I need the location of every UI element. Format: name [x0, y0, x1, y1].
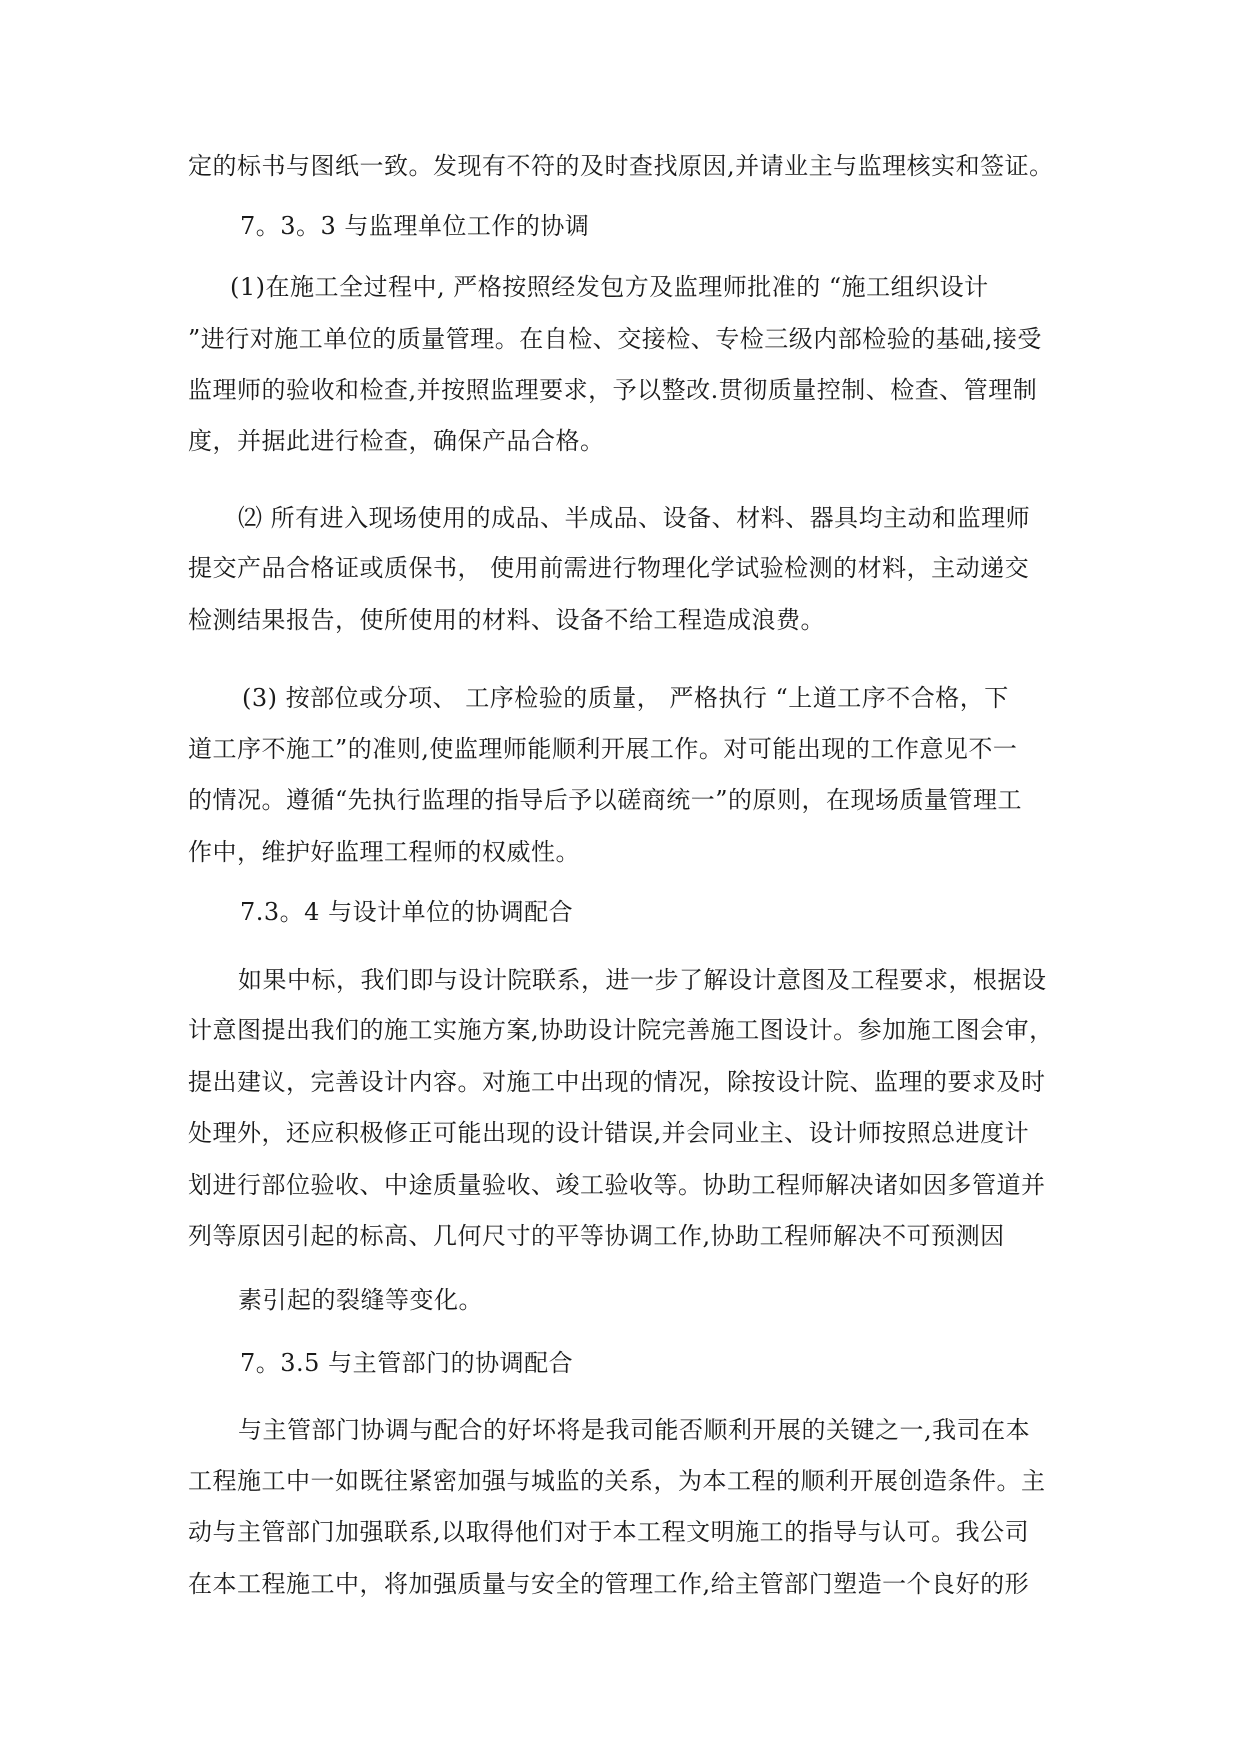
text-line: 处理外，还应积极修正可能出现的设计错误,并会同业主、设计师按照总进度计: [188, 1119, 1030, 1147]
text-line: 素引起的裂缝等变化。: [238, 1286, 483, 1314]
text-line: 工程施工中一如既往紧密加强与城监的关系，为本工程的顺利开展创造条件。主: [188, 1467, 1046, 1495]
text-line: 的情况。遵循“先执行监理的指导后予以磋商统一”的原则，在现场质量管理工: [188, 786, 1023, 814]
text-line: 与主管部门协调与配合的好坏将是我司能否顺利开展的关键之一,我司在本: [238, 1416, 1031, 1444]
text-line: 度，并据此进行检查，确保产品合格。: [188, 427, 605, 455]
text-line: 监理师的验收和检查,并按照监理要求，予以整改.贯彻质量控制、检查、管理制: [188, 376, 1038, 404]
text-line: 列等原因引起的标高、几何尺寸的平等协调工作,协助工程师解决不可预测因: [188, 1222, 1005, 1250]
text-line: 检测结果报告，使所使用的材料、设备不给工程造成浪费。: [188, 606, 825, 634]
text-line: 提出建议，完善设计内容。对施工中出现的情况，除按设计院、监理的要求及时: [188, 1068, 1046, 1096]
section-heading-7-3-3: 7。3。3 与监理单位工作的协调: [240, 212, 590, 240]
text-line: 动与主管部门加强联系,以取得他们对于本工程文明施工的指导与认可。我公司: [188, 1518, 1030, 1546]
section-heading-7-3-5: 7。3.5 与主管部门的协调配合: [240, 1349, 574, 1377]
text-line: 提交产品合格证或质保书， 使用前需进行物理化学试验检测的材料，主动递交: [188, 554, 1030, 582]
text-line: ”进行对施工单位的质量管理。在自检、交接检、专检三级内部检验的基础,接受: [188, 325, 1042, 353]
text-line: (3) 按部位或分项、 工序检验的质量， 严格执行 “上道工序不合格，下: [242, 684, 1009, 712]
text-line: 计意图提出我们的施工实施方案,协助设计院完善施工图设计。参加施工图会审，: [188, 1016, 1054, 1044]
text-line: 道工序不施工”的准则,使监理师能顺利开展工作。对可能出现的工作意见不一: [188, 735, 1018, 763]
text-line: 如果中标，我们即与设计院联系，进一步了解设计意图及工程要求，根据设: [238, 966, 1047, 994]
text-line: ⑵ 所有进入现场使用的成品、半成品、设备、材料、器具均主动和监理师: [238, 504, 1031, 532]
text-line: 划进行部位验收、中途质量验收、竣工验收等。协助工程师解决诸如因多管道并: [188, 1171, 1046, 1199]
text-line: 在本工程施工中，将加强质量与安全的管理工作,给主管部门塑造一个良好的形: [188, 1570, 1030, 1598]
text-line: 作中，维护好监理工程师的权威性。: [188, 838, 580, 866]
section-heading-7-3-4: 7.3。4 与设计单位的协调配合: [240, 898, 574, 926]
text-line: 定的标书与图纸一致。发现有不符的及时查找原因,并请业主与监理核实和签证。: [188, 152, 1054, 180]
text-line: (1)在施工全过程中, 严格按照经发包方及监理师批准的 “施工组织设计: [230, 273, 989, 301]
